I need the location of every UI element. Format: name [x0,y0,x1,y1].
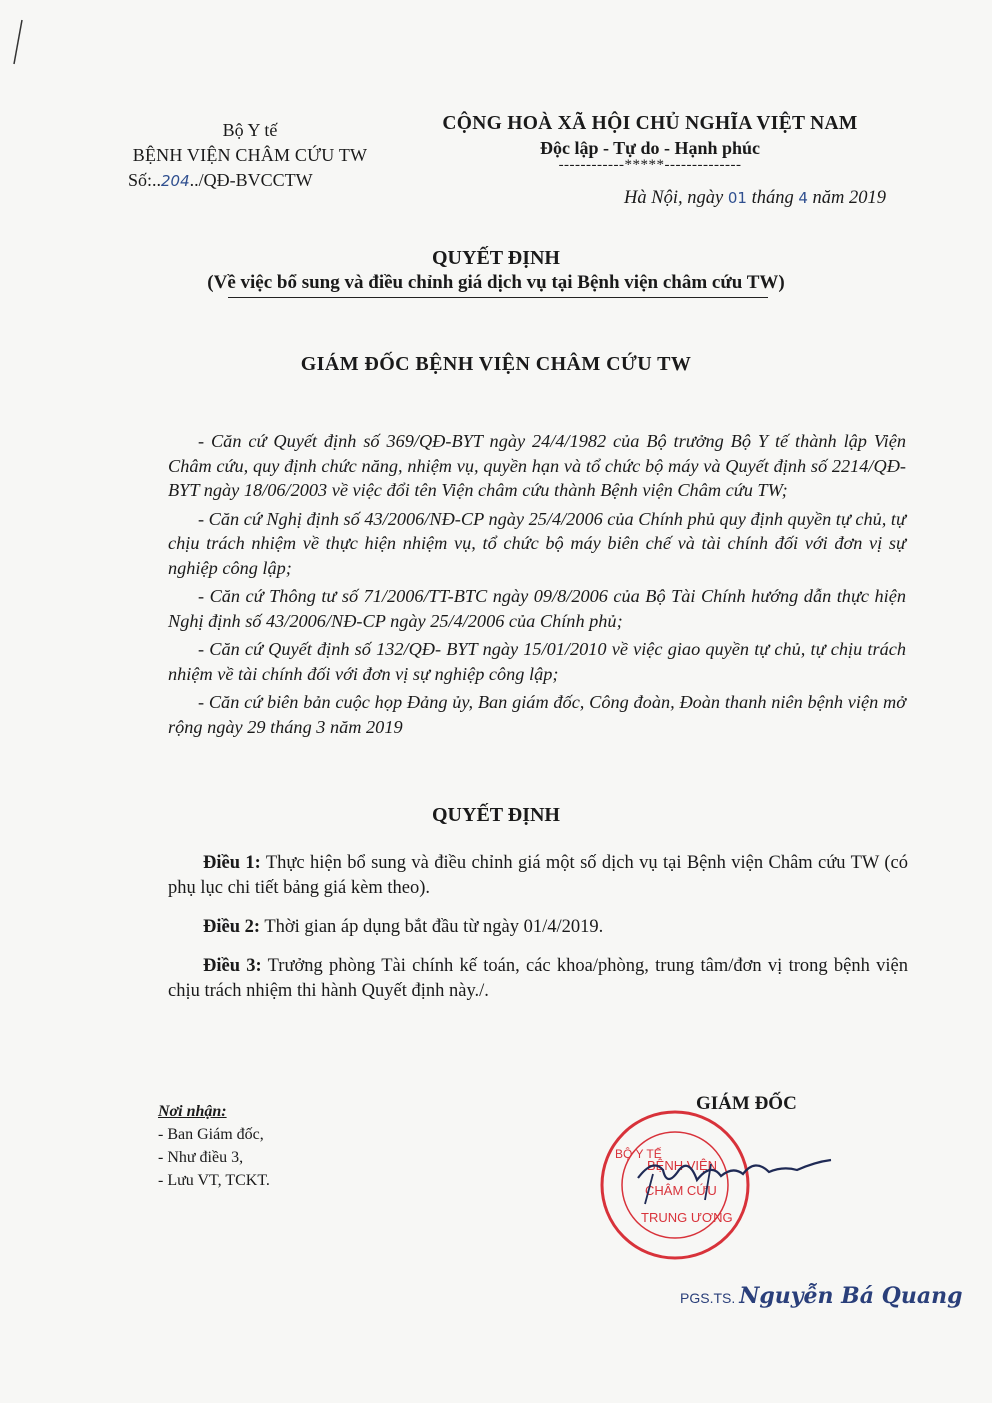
doc-no-handwritten: 204 [161,172,190,190]
stamp-text-bottom: TRUNG ƯƠNG [641,1210,733,1225]
date-part-year: năm 2019 [807,188,886,208]
signer-name: Nguyễn Bá Quang [739,1283,963,1309]
basis-item: - Căn cứ Nghị định số 43/2006/NĐ-CP ngày 25/4/2006 của Chính phủ quy định quyền tự chủ, tự chịu trách nhiệm về thực hiện nhiệm vụ, tổ chức bộ máy biên chế và tài chính đối với đơn vị sự nghiệp công lập; [168,508,906,578]
article-text: Thời gian áp dụng bắt đầu từ ngày 01/4/2019. [260,917,604,937]
recipient-item: - Như điều 3, [158,1149,244,1166]
motto-separator: ------------*****-------------- [558,157,742,173]
legal-basis [168,429,906,743]
country-name: CỘNG HOÀ XÃ HỘI CHỦ NGHĨA VIỆT NAM [442,113,858,134]
basis-item: - Căn cứ Quyết định số 369/QĐ-BYT ngày 24/4/1982 của Bộ trưởng Bộ Y tế thành lập Viện Châm cứu, quy định chức năng, nhiệm vụ, quyền hạn và tổ chức bộ máy và Quyết định số 2214/QĐ-BYT ngày 18/06/2003 về việc đổi tên Viện châm cứu thành Bệnh viện Châm cứu TW; [168,431,906,500]
article-1 [168,851,908,901]
article-label: Điều 2: [203,917,261,937]
pen-mark-icon [8,18,28,68]
decision-heading: QUYẾT ĐỊNH [432,804,560,826]
signer-role: GIÁM ĐỐC [696,1093,797,1114]
article-3 [168,954,908,1004]
signer-name-block [680,1283,962,1309]
date-month-handwritten: 4 [798,189,808,207]
article-text: Thực hiện bổ sung và điều chỉnh giá một số dịch vụ tại Bệnh viện Châm cứu TW (có phụ lục chi tiết bảng giá kèm theo). [168,853,908,898]
recipient-item: - Lưu VT, TCKT. [158,1172,270,1189]
articles [168,851,908,1018]
document-subject: (Về việc bổ sung và điều chỉnh giá dịch vụ tại Bệnh viện châm cứu TW) [207,272,785,293]
subject-underline [228,297,768,298]
stamp-text-top: BỆNH VIỆN [647,1158,718,1173]
issuer-block [100,118,400,168]
national-header [405,113,895,174]
signer-academic-title: PGS.TS. [680,1290,736,1306]
date-day-handwritten: 01 [727,189,747,207]
article-label: Điều 3: [203,956,262,976]
date-part-place: Hà Nội, ngày [624,188,728,208]
stamp-text-mid: CHÂM CỨU [645,1183,717,1198]
hospital-name: BỆNH VIỆN CHÂM CỨU TW [132,145,368,165]
document-number [128,170,313,191]
official-stamp-icon [593,1100,843,1280]
date-part-month-label: tháng [746,188,799,208]
article-text: Trưởng phòng Tài chính kế toán, các khoa/phòng, trung tâm/đơn vị trong bệnh viện chịu trách nhiệm thi hành Quyết định này./. [168,956,908,1001]
doc-no-prefix: Số:.. [128,170,162,190]
doc-no-suffix: ../QĐ-BVCCTW [189,170,313,190]
article-label: Điều 1: [203,853,261,873]
article-2 [168,915,908,940]
basis-item: - Căn cứ Thông tư số 71/2006/TT-BTC ngày 09/8/2006 của Bộ Tài Chính hướng dẫn thực hiện Nghị định số 43/2006/NĐ-CP ngày 25/4/2006 của Chính phủ; [168,586,906,631]
basis-item: - Căn cứ Quyết định số 132/QĐ- BYT ngày 15/01/2010 về việc giao quyền tự chủ, tự chịu trách nhiệm về tài chính đối với đơn vị sự nghiệp công lập; [168,639,906,684]
issuing-authority: GIÁM ĐỐC BỆNH VIỆN CHÂM CỨU TW [300,353,692,375]
recipients [158,1100,270,1192]
national-motto: Độc lập - Tự do - Hạnh phúc [539,138,761,158]
recipient-item: - Ban Giám đốc, [158,1126,264,1143]
issue-date [624,188,886,209]
basis-item: - Căn cứ biên bản cuộc họp Đảng ủy, Ban giám đốc, Công đoàn, Đoàn thanh niên bệnh viện mở rộng ngày 29 tháng 3 năm 2019 [168,692,906,737]
document-title: QUYẾT ĐỊNH [432,247,560,269]
recipients-heading: Nơi nhận: [158,1103,227,1120]
stamp-ring-text: BỘ Y TẾ [615,1147,662,1161]
ministry-name: Bộ Y tế [222,120,278,140]
